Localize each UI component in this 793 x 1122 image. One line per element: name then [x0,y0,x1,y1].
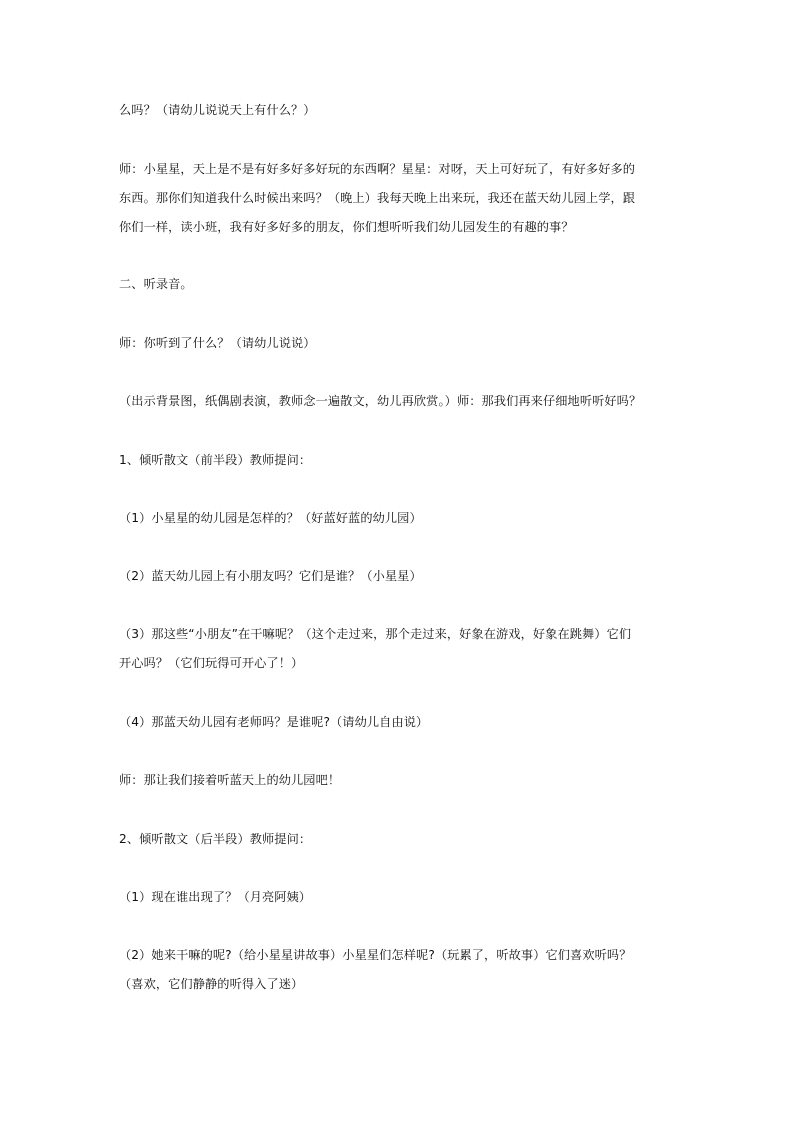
text-line: 你们一样，读小班，我有好多好多的朋友，你们想听听我们幼儿园发生的有趣的事？ [119,220,574,234]
text-line: 师：你听到了什么？（请幼儿说说） [119,336,316,350]
question-6 [119,941,677,999]
paragraph-show-background [119,387,677,416]
text-line: 二、听录音。 [119,277,193,291]
paragraph-teacher-continue [119,766,677,795]
question-1 [119,504,677,533]
text-line: （出示背景图，纸偶剧表演，教师念一遍散文，幼儿再欣赏。）师：那我们再来仔细地听听好吗？ [119,394,642,408]
text-line: （1）小星星的幼儿园是怎样的？（好蓝好蓝的幼儿园） [119,511,422,525]
section-heading-listen-recording [119,270,677,299]
paragraph-question-sky [119,96,677,125]
text-line: 么吗？（请幼儿说说天上有什么？） [119,103,316,117]
text-line: （2）她来干嘛的呢?（给小星星讲故事）小星星们怎样呢?（玩累了，听故事）它们喜欢听吗？ [119,948,632,962]
question-2 [119,562,677,591]
text-line: 开心吗？（它们玩得可开心了！） [119,656,304,670]
question-5 [119,883,677,912]
question-3 [119,620,677,678]
text-line: 师：那让我们接着听蓝天上的幼儿园吧！ [119,773,341,787]
text-line: （喜欢，它们静静的听得入了迷） [119,977,304,991]
text-line: （1）现在谁出现了？（月亮阿姨） [119,890,312,904]
text-line: 2、倾听散文（后半段）教师提问： [119,832,312,846]
paragraph-teacher-question-heard [119,329,677,358]
paragraph-teacher-star-dialogue [119,155,677,242]
text-line: 师：小星星，天上是不是有好多好多好玩的东西啊？星星：对呀，天上可好玩了，有好多好多的 [119,162,636,176]
text-line: 东西。那你们知道我什么时候出来吗？（晚上）我每天晚上出来玩，我还在蓝天幼儿园上学，跟 [119,191,636,205]
text-line: 1、倾听散文（前半段）教师提问： [119,453,312,467]
subheading-first-half [119,446,677,475]
text-line: （2）蓝天幼儿园上有小朋友吗？它们是谁？（小星星） [119,569,422,583]
question-4 [119,708,677,737]
text-line: （4）那蓝天幼儿园有老师吗？是谁呢?（请幼儿自由说） [119,715,429,729]
text-line: （3）那这些“小朋友”在干嘛呢？（这个走过来，那个走过来，好象在游戏，好象在跳舞）它们 [119,627,632,641]
subheading-second-half [119,825,677,854]
